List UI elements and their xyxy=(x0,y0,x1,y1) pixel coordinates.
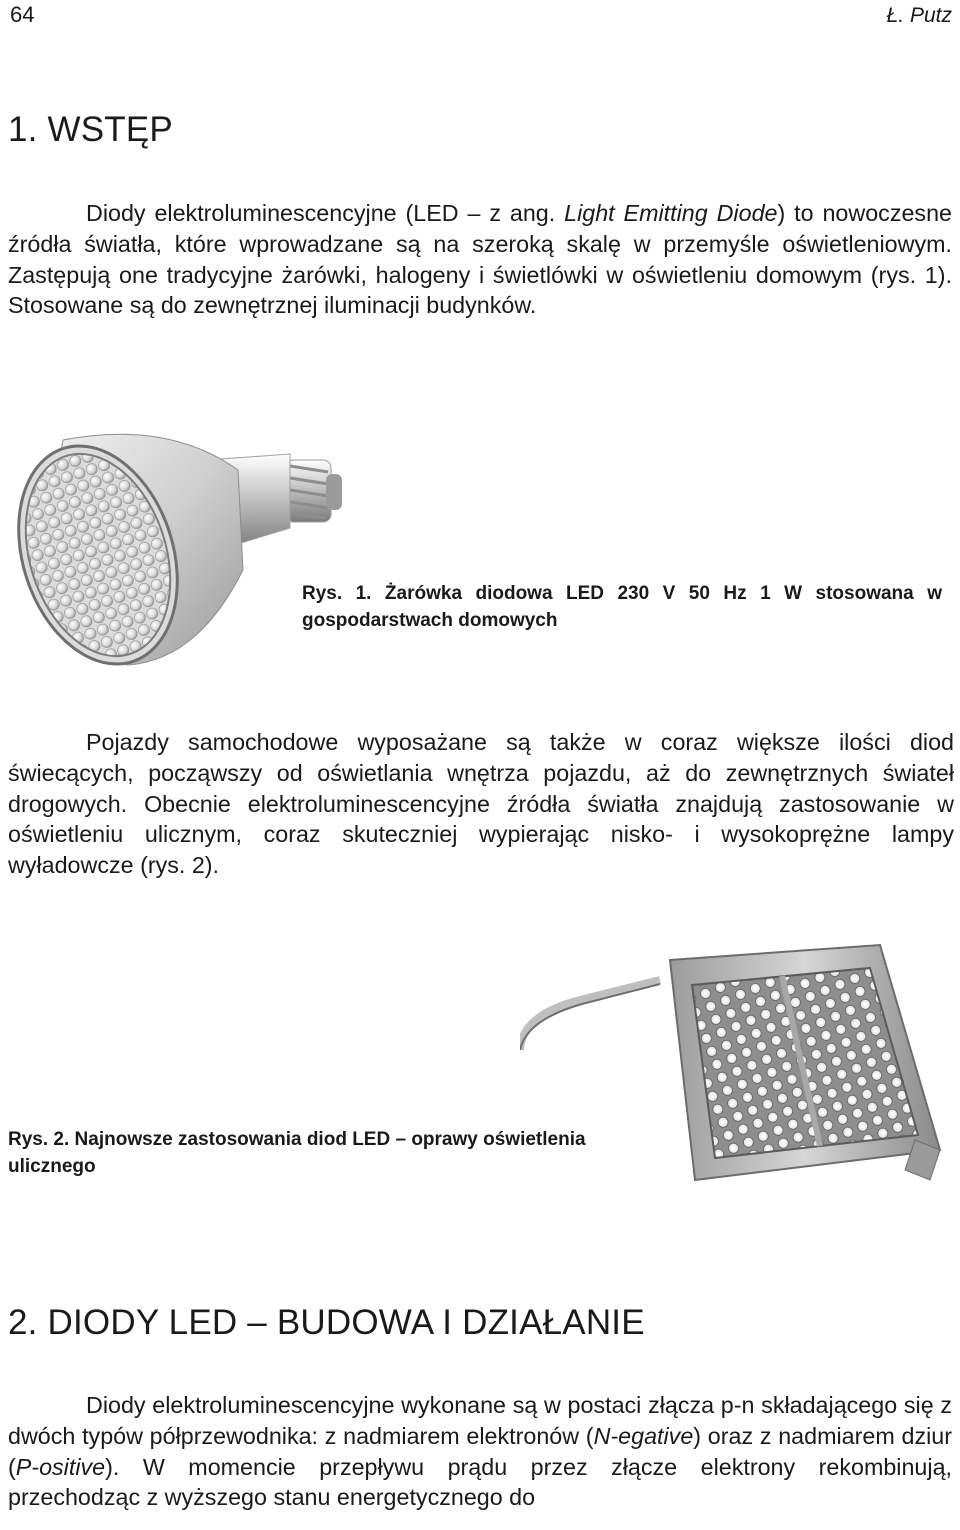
section-2-heading: 2. DIODY LED – BUDOWA I DZIAŁANIE xyxy=(8,1303,645,1342)
mounting-arm xyxy=(520,980,660,1050)
emphasis-text: Light Emitting Diode xyxy=(564,200,778,226)
paragraph-text: Diody elektroluminescencyjne (LED – z ang. xyxy=(86,200,565,226)
led-bulb-figure xyxy=(8,400,348,685)
paragraph-text: Diody elektroluminescencyjne wykonane są w postaci złącza p-n składającego się z dwóch typów półprzewodnika: z nadmiarem elektronów ( xyxy=(8,1392,952,1449)
paragraph-text: ) to nowoczesne źródła światła, które wprowadzane są na szeroką skalę w przemyśle oświetleniowym. Zastępują one tradycyjne żarówki, halogeny i świetlówki w oświetleniu domowym (rys. 1). Stosowane są do zewnętrznej iluminacji budynków. xyxy=(8,200,952,319)
running-author: Ł. Putz xyxy=(886,4,952,27)
emphasis-text: P-ositive xyxy=(15,1453,106,1480)
figure-2-caption: Rys. 2. Najnowsze zastosowania diod LED – oprawy oświetlenia ulicznego xyxy=(8,1129,586,1177)
section-1-paragraph-2 xyxy=(8,727,954,881)
screw-base xyxy=(286,460,342,522)
figure-1-caption: Rys. 1. Żarówka diodowa LED 230 V 50 Hz 1 W stosowana w gospodarstwach domowych xyxy=(302,583,942,631)
section-2-paragraph-1 xyxy=(8,1390,952,1513)
paragraph-text: ). W momencie przepływu prądu przez złącze elektrony rekombinują, przechodząc z wyższego stanu energetycznego do xyxy=(8,1453,952,1511)
section-1-heading: 1. WSTĘP xyxy=(8,110,173,149)
paragraph-text: Pojazdy samochodowe wyposażane są także w coraz większe ilości diod świecących, począwszy od oświetlania wnętrza pojazdu, aż do zewnętrznych świateł drogowych. Obecnie elektroluminescencyjne źródła światła znajdują zastosowanie w oświetleniu ulicznym, coraz skuteczniej wypierając nisko- i wysokoprężne lampy wyładowcze (rys. 2). xyxy=(8,729,954,879)
emphasis-text: N-egative xyxy=(593,1422,694,1449)
section-1-paragraph-1 xyxy=(8,198,952,321)
page-number: 64 xyxy=(10,2,35,27)
led-bulb-illustration xyxy=(8,400,348,685)
paragraph-text: ) oraz z nadmiarem dziur ( xyxy=(8,1422,952,1480)
